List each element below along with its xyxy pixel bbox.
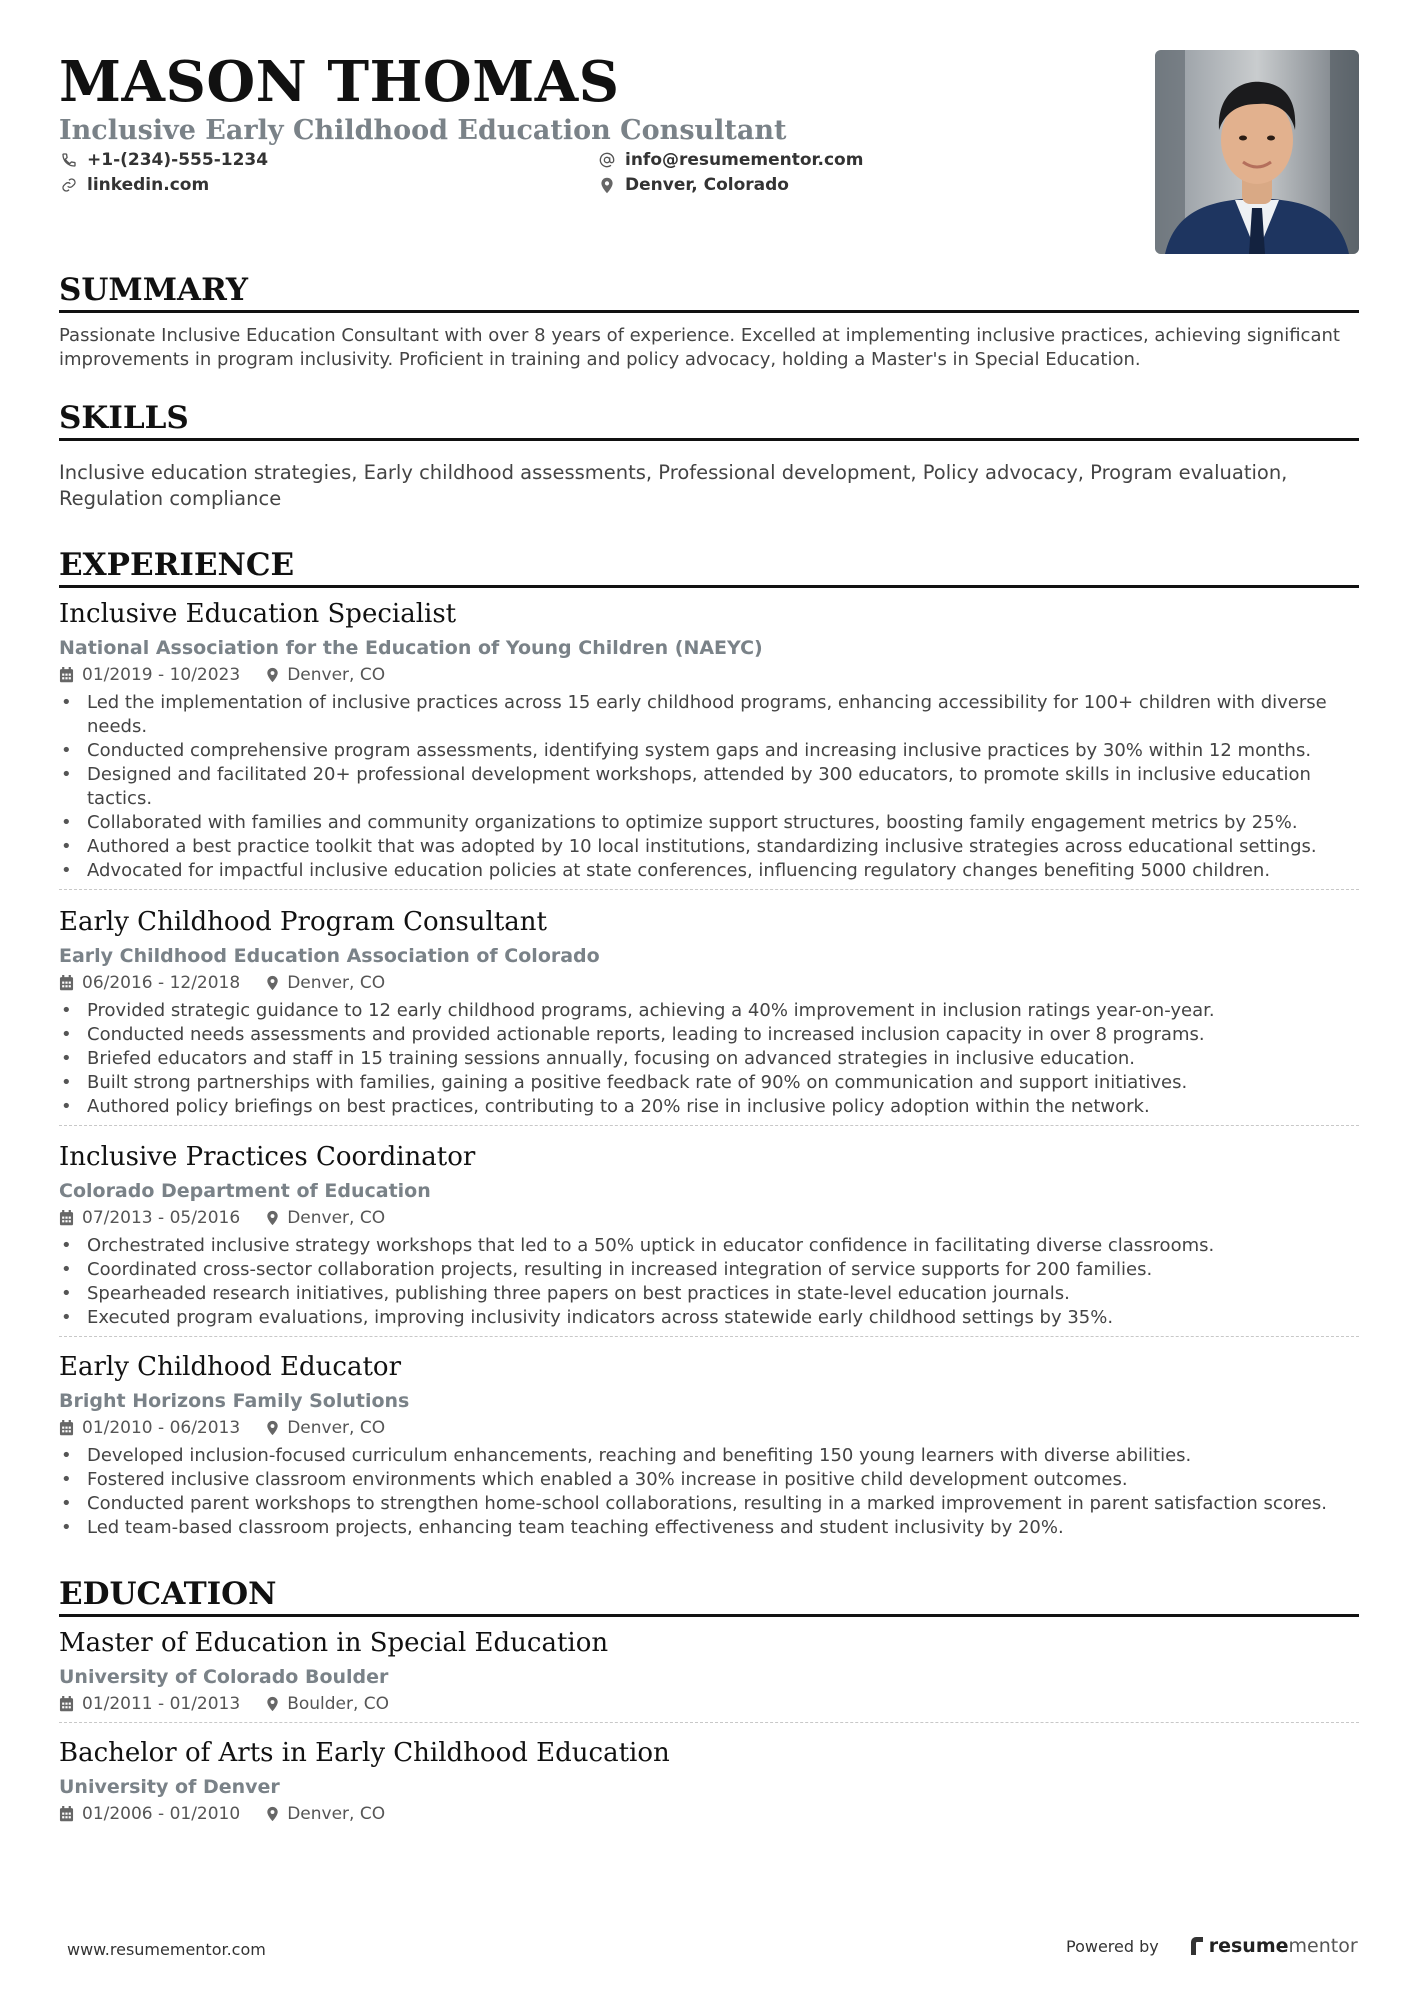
entry-divider [59,1722,1359,1723]
job-location: Denver, CO [287,1418,386,1438]
at-sign-icon [597,150,617,170]
education-entry [59,1736,1359,1826]
job-dates: 01/2019 - 10/2023 [82,665,241,685]
candidate-name: MASON THOMAS [59,49,620,115]
job-location: Denver, CO [287,665,386,685]
experience-entry [59,1140,1359,1337]
education-entry [59,1626,1359,1723]
map-pin-icon [597,175,617,195]
job-dates: 06/2016 - 12/2018 [82,973,241,993]
bullet-item: • Coordinated cross-sector collaboration projects, resulting in increased integration of service supports for 200 families. [59,1258,1359,1282]
experience-entry [59,905,1359,1126]
brand-name-light: mentor [1288,1935,1358,1957]
calendar-icon [59,1210,74,1226]
map-pin-icon [266,975,279,991]
phone-text: +1-(234)-555-1234 [87,150,269,170]
job-meta [59,1416,1359,1440]
calendar-icon [59,1806,74,1822]
calendar-icon [59,1696,74,1712]
calendar-icon [59,1420,74,1436]
bullet-item: • Authored a best practice toolkit that was adopted by 10 local institutions, standardizing inclusive strategies across educational settings. [59,835,1359,859]
employer-name: National Association for the Education of Young Children (NAEYC) [59,637,763,659]
job-title: Inclusive Practices Coordinator [59,1142,476,1172]
bullet-item: • Advocated for impactful inclusive education policies at state conferences, influencing regulatory changes benefiting 5000 children. [59,859,1359,883]
map-pin-icon [266,667,279,683]
employer-name: Bright Horizons Family Solutions [59,1390,410,1412]
job-bullets [59,1444,1359,1540]
education-meta [59,1692,1359,1716]
bullet-item: • Spearheaded research initiatives, publishing three papers on best practices in state-level education journals. [59,1282,1359,1306]
calendar-icon [59,667,74,683]
phone-icon [59,150,79,170]
job-meta [59,663,1359,687]
bullet-item: • Authored policy briefings on best practices, contributing to a 20% rise in inclusive policy adoption within the network. [59,1095,1359,1119]
location-text: Denver, Colorado [625,175,789,195]
map-pin-icon [266,1210,279,1226]
summary-heading: SUMMARY [59,270,1359,313]
contact-linkedin[interactable] [59,173,209,197]
job-title: Early Childhood Educator [59,1352,402,1382]
brand-name-bold: resume [1208,1935,1289,1957]
education-location: Denver, CO [287,1804,386,1824]
school-name: University of Denver [59,1776,280,1798]
education-location: Boulder, CO [287,1694,390,1714]
job-bullets [59,999,1359,1119]
employer-name: Colorado Department of Education [59,1180,431,1202]
education-meta [59,1802,1359,1826]
footer-website[interactable]: www.resumementor.com [67,1940,266,1959]
bullet-item: • Provided strategic guidance to 12 early childhood programs, achieving a 40% improvement in inclusion ratings year-on-year. [59,999,1359,1023]
job-location: Denver, CO [287,1208,386,1228]
experience-entry [59,1350,1359,1540]
school-name: University of Colorado Boulder [59,1666,389,1688]
degree-title: Bachelor of Arts in Early Childhood Education [59,1738,670,1768]
bullet-item: • Conducted parent workshops to strengthen home-school collaborations, resulting in a marked improvement in parent satisfaction scores. [59,1492,1359,1516]
map-pin-icon [266,1420,279,1436]
job-meta [59,1206,1359,1230]
email-text[interactable]: info@resumementor.com [625,150,864,170]
bullet-item: • Collaborated with families and community organizations to optimize support structures, boosting family engagement metrics by 25%. [59,811,1359,835]
contact-email[interactable] [597,148,863,172]
powered-by-label: Powered by [1066,1936,1159,1956]
bullet-item: • Conducted needs assessments and provided actionable reports, leading to increased inclusion capacity in over 8 programs. [59,1023,1359,1047]
skills-heading: SKILLS [59,398,1359,441]
job-bullets [59,691,1359,883]
entry-divider [59,1125,1359,1126]
bullet-item: • Conducted comprehensive program assessments, identifying system gaps and increasing inclusive practices by 30% within 12 months. [59,739,1359,763]
bullet-item: • Led the implementation of inclusive practices across 15 early childhood programs, enhancing accessibility for 100+ children with diverse needs. [59,691,1359,739]
job-dates: 07/2013 - 05/2016 [82,1208,241,1228]
entry-divider [59,1336,1359,1337]
calendar-icon [59,975,74,991]
bullet-item: • Developed inclusion-focused curriculum enhancements, reaching and benefiting 150 young learners with diverse abilities. [59,1444,1359,1468]
experience-entry [59,597,1359,890]
bullet-item: • Built strong partnerships with families, gaining a positive feedback rate of 90% on communication and support initiatives. [59,1071,1359,1095]
job-location: Denver, CO [287,973,386,993]
bullet-item: • Led team-based classroom projects, enhancing team teaching effectiveness and student inclusivity by 20%. [59,1516,1359,1540]
entry-divider [59,889,1359,890]
experience-heading: EXPERIENCE [59,545,1359,588]
skills-text: Inclusive education strategies, Early childhood assessments, Professional development, Policy advocacy, Program evaluation, Regulation compliance [59,461,1288,510]
bullet-item: • Briefed educators and staff in 15 training sessions annually, focusing on advanced strategies in inclusive education. [59,1047,1359,1071]
brand-logo[interactable] [1189,1935,1358,1957]
degree-title: Master of Education in Special Education [59,1628,609,1658]
job-dates: 01/2010 - 06/2013 [82,1418,241,1438]
map-pin-icon [266,1806,279,1822]
map-pin-icon [266,1696,279,1712]
contact-phone [59,148,268,172]
job-title: Inclusive Education Specialist [59,599,457,629]
profile-photo [1155,50,1359,254]
resume-page [59,0,1359,1995]
education-dates: 01/2011 - 01/2013 [82,1694,241,1714]
bullet-item: • Orchestrated inclusive strategy workshops that led to a 50% uptick in educator confidence in facilitating diverse classrooms. [59,1234,1359,1258]
summary-text: Passionate Inclusive Education Consultant with over 8 years of experience. Excelled at implementing inclusive practices, achieving significant improvements in program inclusivity. Proficient in training and policy advocacy, holding a Master's in Special Education. [59,325,1340,370]
education-heading: EDUCATION [59,1574,1359,1617]
education-dates: 01/2006 - 01/2010 [82,1804,241,1824]
contact-location [597,173,789,197]
job-meta [59,971,1359,995]
footer-powered-by [1066,1935,1358,1957]
bullet-item: • Executed program evaluations, improving inclusivity indicators across statewide early childhood settings by 35%. [59,1306,1359,1330]
job-bullets [59,1234,1359,1330]
bullet-item: • Fostered inclusive classroom environments which enabled a 30% increase in positive child development outcomes. [59,1468,1359,1492]
employer-name: Early Childhood Education Association of Colorado [59,945,600,967]
candidate-title: Inclusive Early Childhood Education Consultant [59,115,787,146]
brand-r-icon [1189,1936,1205,1956]
job-title: Early Childhood Program Consultant [59,907,547,937]
bullet-item: • Designed and facilitated 20+ professional development workshops, attended by 300 educators, to promote skills in inclusive education tactics. [59,763,1359,811]
link-icon [59,175,79,195]
linkedin-text[interactable]: linkedin.com [87,175,210,195]
